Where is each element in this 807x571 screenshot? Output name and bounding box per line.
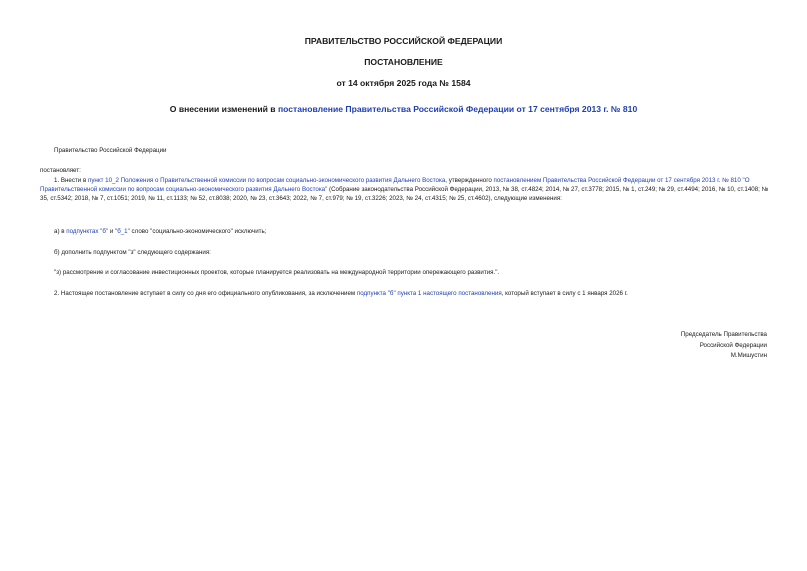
p1-text-1: 1. Внести в bbox=[54, 177, 88, 184]
title-link[interactable]: постановление Правительства Российской Федерации от 17 сентября 2013 г. № 810 bbox=[277, 104, 638, 114]
pa-link-b[interactable]: подпунктах "б" bbox=[66, 228, 109, 235]
issuer-text: Правительство Российской Федерации bbox=[54, 147, 167, 154]
paragraph-2 bbox=[40, 289, 770, 298]
p1-text-3: (Собрание законодательства Российской Федерации, 2013, № 38, ст.4824; 2014, № 27, ст.3778; 2015, № 1, ст.249; № 29, ст.4494; 2016, № 10, ст.1408; № 35, ст.5342; 2018, № 7, ст.1051; 2019, № 11, ст.1133; № 52, ст.8038; 2020, № 23, ст.3643; 2022, № 7, ст.979; № 19, ст.3226; 2023, № 24, ст.4315; № 25, ст.4602), следующие изменения: bbox=[40, 186, 769, 203]
p2-text-2: , который вступает в силу с 1 января 2026 г. bbox=[501, 290, 628, 297]
signature-block bbox=[567, 330, 767, 362]
paragraph-1 bbox=[40, 176, 770, 204]
signature-position: Председатель Правительства bbox=[680, 331, 767, 338]
p1-text-2: , утвержденного bbox=[445, 177, 494, 184]
signature-name: М.Мишустин bbox=[730, 352, 767, 359]
signature-organization: Российской Федерации bbox=[699, 341, 767, 349]
p1-link-decree[interactable]: постановлением Правительства Российской Федерации от 17 сентября 2013 г. № 810 "О Правительственной комиссии по вопросам социально-экономического развития Дальнего Востока" bbox=[40, 177, 750, 194]
p2-text-1: 2. Настоящее постановление вступает в силу со дня его официального опубликования, за исключением bbox=[54, 290, 357, 297]
government-heading: ПРАВИТЕЛЬСТВО РОССИЙСКОЙ ФЕДЕРАЦИИ bbox=[304, 36, 503, 46]
paragraph-b: б) дополнить подпунктом "з" следующего содержания: bbox=[54, 249, 211, 256]
paragraph-a bbox=[40, 227, 770, 236]
pa-text-3: слово "социально-экономического" исключить; bbox=[129, 228, 267, 235]
pa-link-b1[interactable]: "б_1" bbox=[115, 228, 130, 235]
title-prefix: О внесении изменений в bbox=[169, 104, 278, 114]
decrees-text: постановляет: bbox=[40, 167, 81, 174]
pa-text-2: и bbox=[108, 228, 115, 235]
p2-link[interactable]: подпункта "б" пункта 1 настоящего постановления bbox=[356, 290, 502, 297]
date-number-heading: от 14 октября 2025 года № 1584 bbox=[336, 78, 471, 88]
pa-text-1: а) в bbox=[54, 228, 67, 235]
paragraph-z: "з) рассмотрение и согласование инвестиционных проектов, которые планируется реализовать на международной территории опережающего развития.". bbox=[54, 269, 500, 276]
p1-link-point[interactable]: пункт 10_2 Положения о Правительственной комиссии по вопросам социально-экономического развития Дальнего Востока bbox=[87, 177, 446, 184]
document-title bbox=[0, 104, 807, 115]
document-type-heading: ПОСТАНОВЛЕНИЕ bbox=[364, 57, 443, 67]
